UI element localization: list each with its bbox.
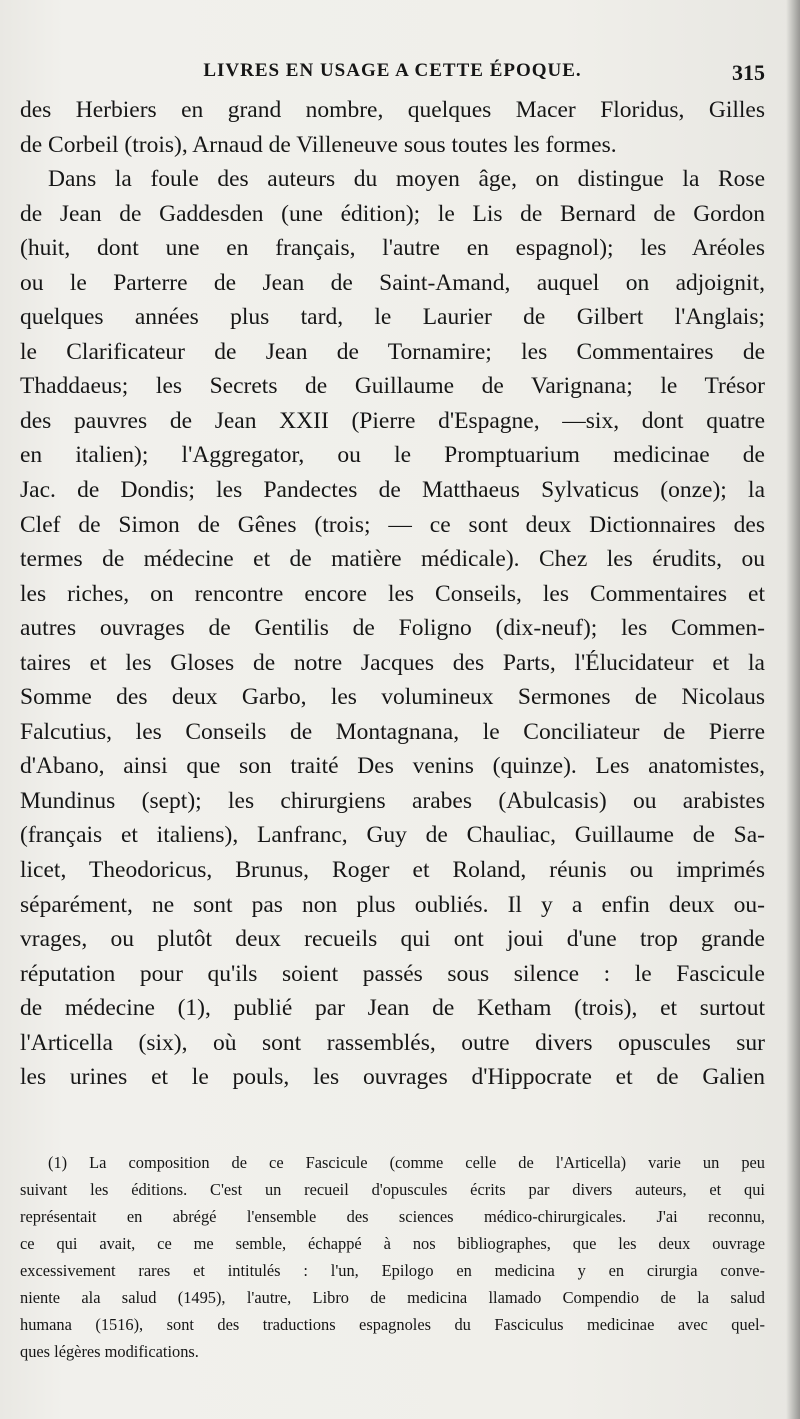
text-line: le Clarificateur de Jean de Tornamire; les Commentaires de: [20, 338, 765, 365]
text-line: des Herbiers en grand nombre, quelques Macer Floridus, Gilles: [20, 97, 765, 123]
text-line: ou le Parterre de Jean de Saint-Amand, auquel on adjoignit,: [20, 269, 765, 296]
text-line: Dans la foule des auteurs du moyen âge, on distingue la Rose: [48, 166, 765, 193]
text-line: quelques années plus tard, le Laurier de Gilbert l'Anglais;: [20, 304, 765, 331]
footnote-line: ce qui avait, ce me semble, échappé à nos bibliographes, que les deux ouvrage: [20, 1234, 765, 1253]
text-line: d'Abano, ainsi que son traité Des venins (quinze). Les anatomistes,: [20, 753, 765, 780]
text-line: licet, Theodoricus, Brunus, Roger et Roland, réunis ou imprimés: [20, 857, 765, 884]
page-number: 315: [732, 60, 765, 85]
text-line: Thaddaeus; les Secrets de Guillaume de Varignana; le Trésor: [20, 373, 765, 400]
footnote-line: niente ala salud (1495), l'autre, Libro de medicina llamado Compendio de la salud: [20, 1288, 765, 1307]
running-head: [20, 60, 765, 90]
footnote-line: humana (1516), sont des traductions espagnoles du Fasciculus medicinae avec quel-: [20, 1315, 765, 1334]
text-line: autres ouvrages de Gentilis de Foligno (dix-neuf); les Commen-: [20, 615, 765, 642]
text-line: de médecine (1), publié par Jean de Ketham (trois), et surtout: [20, 995, 765, 1022]
text-line: l'Articella (six), où sont rassemblés, outre divers opuscules sur: [20, 1029, 765, 1056]
running-title: LIVRES EN USAGE A CETTE ÉPOQUE.: [203, 60, 582, 81]
footnote-line: ques légères modifications.: [20, 1342, 199, 1361]
text-line: en italien); l'Aggregator, ou le Promptuarium medicinae de: [20, 442, 765, 469]
text-line: Clef de Simon de Gênes (trois; — ce sont deux Dictionnaires des: [20, 511, 765, 538]
footnote-line: (1) La composition de ce Fascicule (comme celle de l'Articella) varie un peu: [48, 1153, 765, 1172]
text-line: Mundinus (sept); les chirurgiens arabes (Abulcasis) ou arabistes: [20, 787, 765, 814]
page-edge-shadow: [786, 0, 800, 1419]
text-line: (huit, dont une en français, l'autre en espagnol); les Aréoles: [20, 235, 765, 262]
text-line: séparément, ne sont pas non plus oubliés. Il y a enfin deux ou-: [20, 891, 765, 918]
text-line: Jac. de Dondis; les Pandectes de Matthaeus Sylvaticus (onze); la: [20, 477, 765, 504]
footnotes: [20, 1149, 765, 1365]
main-text: [20, 93, 765, 1095]
text-line: de Jean de Gaddesden (une édition); le Lis de Bernard de Gordon: [20, 200, 765, 227]
text-line: termes de médecine et de matière médicale). Chez les érudits, ou: [20, 546, 765, 573]
text-line: les urines et le pouls, les ouvrages d'Hippocrate et de Galien: [20, 1064, 765, 1091]
footnote-line: excessivement rares et intitulés : l'un, Epilogo en medicina y en cirurgia conve-: [20, 1261, 765, 1280]
text-line: taires et les Gloses de notre Jacques des Parts, l'Élucidateur et la: [20, 649, 765, 676]
text-line: (français et italiens), Lanfranc, Guy de Chauliac, Guillaume de Sa-: [20, 822, 765, 849]
text-line: les riches, on rencontre encore les Conseils, les Commentaires et: [20, 580, 765, 607]
text-line: réputation pour qu'ils soient passés sous silence : le Fascicule: [20, 960, 765, 987]
text-line: de Corbeil (trois), Arnaud de Villeneuve sous toutes les formes.: [20, 131, 617, 158]
footnote-line: suivant les éditions. C'est un recueil d'opuscules écrits par divers auteurs, et qui: [20, 1180, 765, 1199]
text-line: Somme des deux Garbo, les volumineux Sermones de Nicolaus: [20, 684, 765, 711]
text-line: vrages, ou plutôt deux recueils qui ont joui d'une trop grande: [20, 926, 765, 953]
text-line: des pauvres de Jean XXII (Pierre d'Espagne, —six, dont quatre: [20, 407, 765, 434]
text-line: Falcutius, les Conseils de Montagnana, le Conciliateur de Pierre: [20, 718, 765, 745]
footnote-line: représentait en abrégé l'ensemble des sciences médico-chirurgicales. J'ai reconnu,: [20, 1207, 765, 1226]
